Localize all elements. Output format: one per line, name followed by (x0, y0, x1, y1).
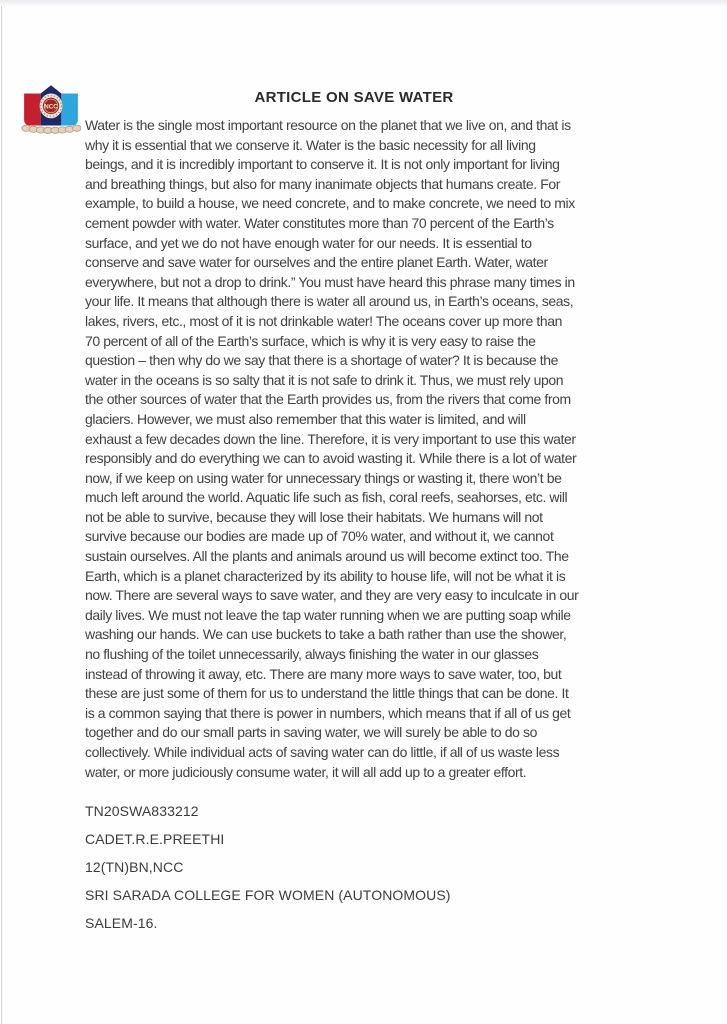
footer-text-line: CADET.R.E.PREETHI (85, 831, 225, 847)
ncc-logo-text: NCC (44, 103, 58, 111)
article-text-line: water, or more judiciously consume water, it will all add up to a greater effort. (85, 763, 527, 780)
article-text-line: exhaust a few decades down the line. Therefore, it is very important to use this water (85, 430, 576, 447)
footer-text-line: SALEM-16. (85, 915, 158, 931)
article-text-line: beings, and it is incredibly important to conserve it. It is not only important for living (85, 156, 560, 173)
article-text-line: and breathing things, but also for many inanimate objects that humans create. For (85, 175, 560, 192)
article-text-line: together and do our small parts in saving water, we will surely be able to do so (85, 724, 538, 741)
article-text-line: water in the oceans is so salty that it is not safe to drink it. Thus, we must rely upon (85, 371, 564, 388)
footer-text-line: TN20SWA833212 (85, 803, 199, 819)
article-text-line: your life. It means that although there is water all around us, in Earth’s oceans, seas, (85, 293, 574, 310)
article-text-line: these are just some of them for us to understand the little things that can be done. It (85, 685, 569, 702)
footer-text-line: SRI SARADA COLLEGE FOR WOMEN (AUTONOMOUS) (85, 887, 451, 903)
article-text-line: washing our hands. We can use buckets to take a bath rather than use the shower, (85, 626, 567, 643)
article-text-line: surface, and yet we do not have enough water for our needs. It is essential to (85, 234, 532, 251)
article-text-line: everywhere, but not a drop to drink.” You must have heard this phrase many times in (85, 273, 575, 290)
article-text-line: now. There are several ways to save water, and they are very easy to inculcate in our (85, 587, 579, 604)
article-text-line: the other sources of water that the Earth provides us, from the rivers that come from (85, 391, 571, 408)
article-text-line: why it is essential that we conserve it. Water is the basic necessity for all living (85, 136, 536, 153)
page-edge-shading-left (1, 6, 2, 1024)
article-text-line: glaciers. However, we must also remember that this water is limited, and will (85, 410, 526, 427)
article-text-line: collectively. While individual acts of saving water can do little, if all of us waste less (85, 744, 560, 760)
article-text-line: daily lives. We must not leave the tap water running when we are putting soap while (85, 606, 571, 623)
cadet-details-block (85, 797, 451, 937)
article-text-line: example, to build a house, we need concrete, and to make concrete, we need to mix (85, 195, 575, 212)
article-body (85, 116, 578, 782)
page-edge-shading-top (0, 0, 727, 7)
article-text-line: Water is the single most important resource on the planet that we live on, and that is (85, 117, 571, 133)
article-text-line: cement powder with water. Water constitutes more than 70 percent of the Earth’s (85, 214, 554, 231)
article-text-line: question – then why do we say that there is a shortage of water? It is because the (85, 352, 559, 369)
article-text-line: responsibly and do everything we can to avoid wasting it. While there is a lot of water (85, 450, 577, 467)
article-text-line: Earth, which is a planet characterized by its ability to house life, will not be what it is (85, 567, 566, 584)
footer-text-line: 12(TN)BN,NCC (85, 859, 184, 875)
article-text-line: survive because our bodies are made up of 70% water, and without it, we cannot (85, 528, 554, 545)
ncc-logo-banner (22, 125, 81, 133)
article-text-line: is a common saying that there is power in numbers, which means that if all of us get (85, 704, 571, 721)
article-text-line: now, if we keep on using water for unnecessary things or wasting it, there won’t be (85, 469, 562, 486)
article-text-line: 70 percent of all of the Earth’s surface, which is why it is very easy to raise the (85, 332, 536, 349)
article-text-line: conserve and save water for ourselves and the entire planet Earth. Water, water (85, 254, 548, 271)
article-title: ARTICLE ON SAVE WATER (254, 89, 454, 106)
article-text-line: instead of throwing it away, etc. There are many more ways to save water, too, but (85, 665, 562, 682)
article-text-line: not be able to survive, because they will lose their habitats. We humans will not (85, 508, 543, 525)
article-text-line: lakes, rivers, etc., most of it is not drinkable water! The oceans cover up more than (85, 312, 562, 329)
article-text-line: no flushing of the toilet unnecessarily, always finishing the water in our glasses (85, 646, 539, 663)
article-text-line: sustain ourselves. All the plants and animals around us will become extinct too. The (85, 548, 569, 565)
article-text-line: much left around the world. Aquatic life such as fish, coral reefs, seahorses, etc. will (85, 489, 568, 506)
